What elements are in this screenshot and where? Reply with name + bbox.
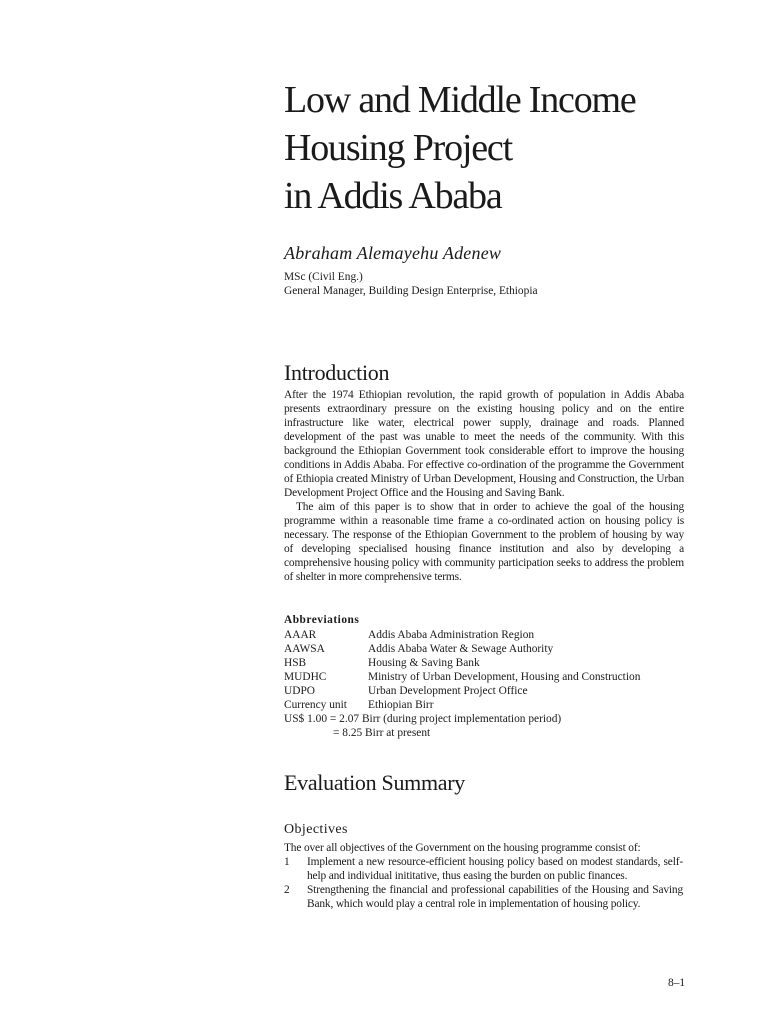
abbreviation-value: Ethiopian Birr	[368, 699, 434, 711]
introduction-body	[284, 388, 684, 584]
abbreviation-key: UDPO	[284, 685, 316, 697]
abbreviations-heading: Abbreviations	[284, 614, 360, 626]
objective-number: 2	[284, 884, 290, 896]
title-line: Housing Project	[284, 127, 512, 169]
introduction-paragraph: The aim of this paper is to show that in order to achieve the goal of the housing programme within a reasonable time frame a co-ordinated action on housing policy is necessary. The response of the Ethiopian Government to the problem of housing by way of developing specialised housing finance institution and also by developing a comprehensive housing policy with community participation seeks to address the problem of shelter in more comprehensive terms.	[284, 501, 684, 583]
exchange-rate-text: = 8.25 Birr at present	[333, 727, 431, 739]
abbreviation-row	[284, 698, 704, 712]
abbreviation-value: Addis Ababa Water & Sewage Authority	[368, 643, 554, 655]
abbreviation-key: HSB	[284, 657, 307, 669]
abbreviation-key: AAWSA	[284, 643, 325, 655]
abbreviation-row	[284, 628, 704, 642]
exchange-rate-line	[284, 712, 704, 726]
objectives-heading: Objectives	[284, 822, 348, 837]
objective-text: Strengthening the financial and professional capabilities of the Housing and Saving Bank, which would play a central role in implementation of housing policy.	[307, 884, 683, 910]
document-title	[284, 76, 754, 220]
abbreviation-value: Addis Ababa Administration Region	[368, 629, 535, 641]
author-name: Abraham Alemayehu Adenew	[284, 243, 502, 263]
introduction-heading: Introduction	[284, 360, 390, 385]
abbreviation-row	[284, 684, 704, 698]
exchange-rate-text: US$ 1.00 = 2.07 Birr (during project implementation period)	[284, 713, 562, 725]
introduction-paragraph: After the 1974 Ethiopian revolution, the rapid growth of population in Addis Ababa presents extraordinary pressure on the existing housing policy and on the entire infrastructure like water, electrical power supply, drainage and roads. Planned development of the past was unable to meet the needs of the community. With this background the Ethiopian Government took considerable effort to improve the housing conditions in Addis Ababa. For effective co-ordination of the programme the Government of Ethiopia created Ministry of Urban Development, Housing and Construction, the Urban Development Project Office and the Housing and Saving Bank.	[284, 389, 684, 499]
abbreviation-key: MUDHC	[284, 671, 327, 683]
objectives-intro: The over all objectives of the Government on the housing programme consist of:	[284, 842, 641, 854]
evaluation-summary-heading: Evaluation Summary	[284, 770, 465, 795]
exchange-rate-line	[284, 726, 704, 740]
abbreviation-row	[284, 642, 704, 656]
objective-text: Implement a new resource-efficient housing policy based on modest standards, self-help and individual inititative, thus easing the burden on public finances.	[307, 856, 683, 882]
author-affiliation	[284, 270, 538, 298]
abbreviation-row	[284, 670, 704, 684]
title-line: Low and Middle Income	[284, 79, 636, 121]
abbreviation-value: Ministry of Urban Development, Housing and Construction	[368, 671, 641, 683]
abbreviation-row	[284, 656, 704, 670]
abbreviation-value: Urban Development Project Office	[368, 685, 528, 697]
affiliation-degree: MSc (Civil Eng.)	[284, 271, 363, 283]
title-line: in Addis Ababa	[284, 175, 502, 217]
page-number: 8–1	[668, 977, 686, 989]
affiliation-position: General Manager, Building Design Enterprise, Ethiopia	[284, 285, 538, 297]
abbreviation-key: Currency unit	[284, 699, 347, 711]
objective-number: 1	[284, 856, 290, 868]
abbreviation-value: Housing & Saving Bank	[368, 657, 480, 669]
abbreviation-key: AAAR	[284, 629, 317, 641]
